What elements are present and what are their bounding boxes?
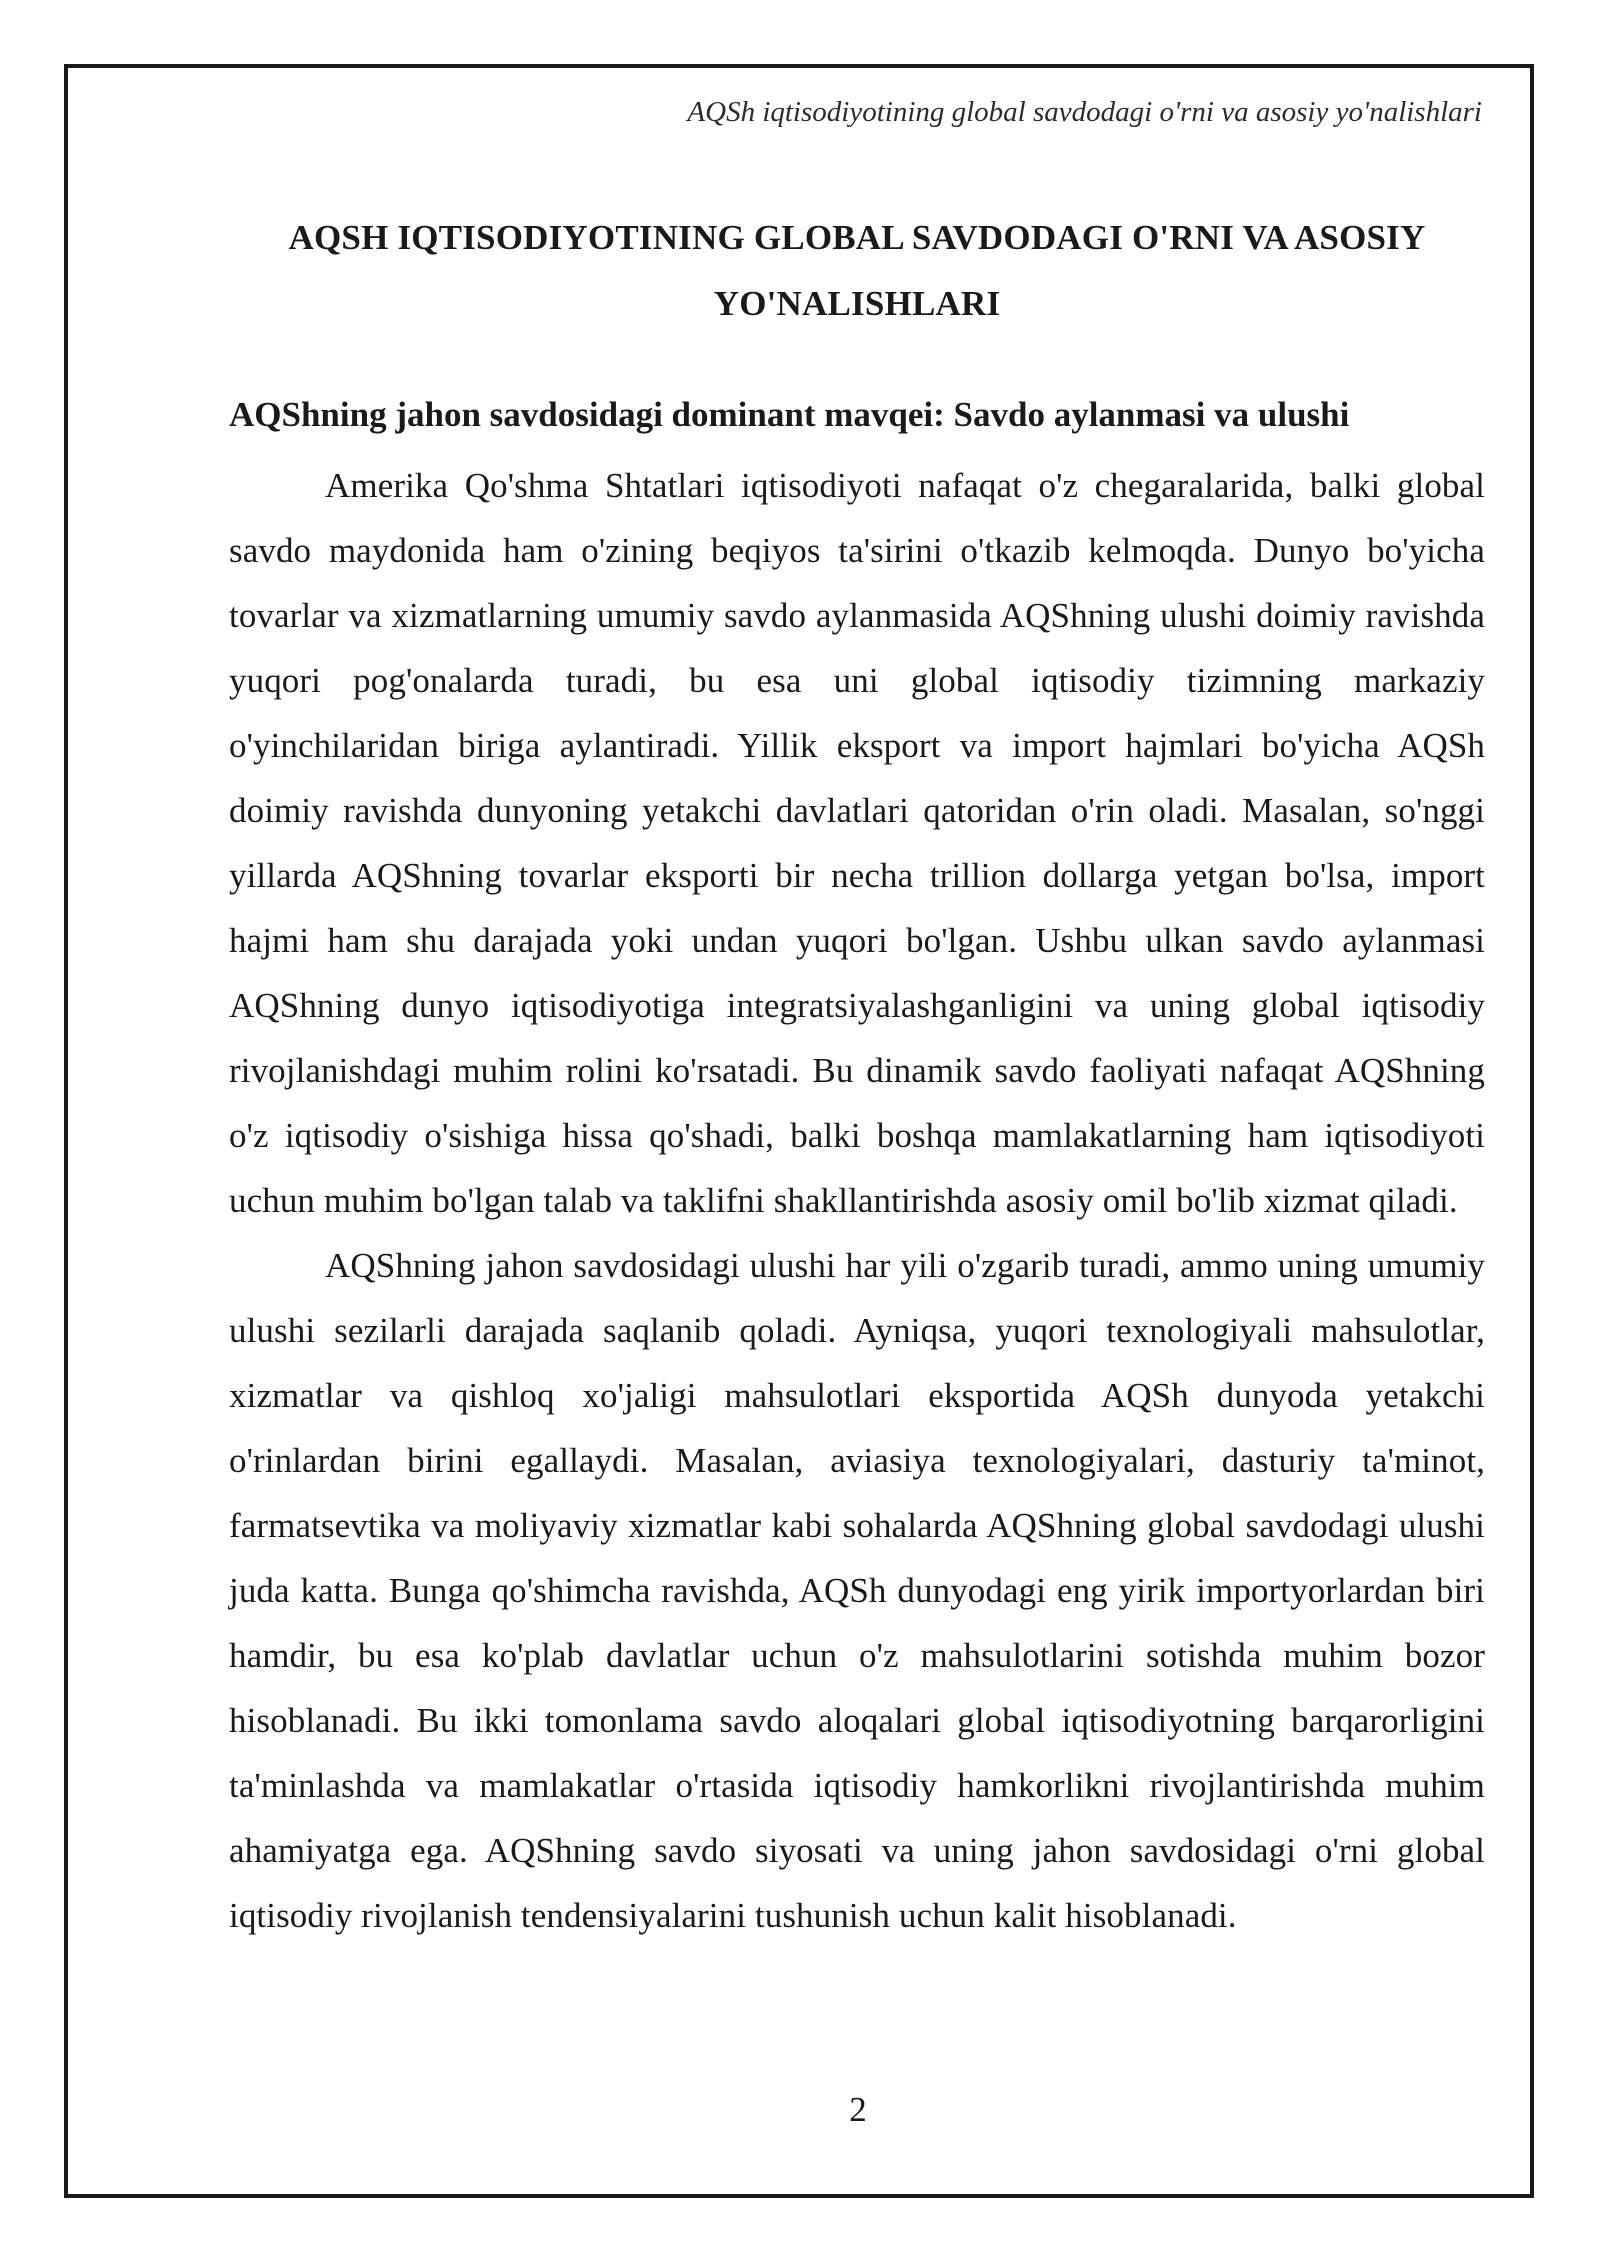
section-heading: AQShning jahon savdosidagi dominant mavqei: Savdo aylanmasi va ulushi [229,395,1350,434]
page-number: 2 [849,2090,867,2129]
document-body [229,205,1485,1948]
document-title: AQSH IQTISODIYOTINING GLOBAL SAVDODAGI O'RNI VA ASOSIY YO'NALISHLARI [288,218,1426,323]
paragraph: AQShning jahon savdosidagi ulushi har yili o'zgarib turadi, ammo uning umumiy ulushi sezilarli darajada saqlanib qoladi. Ayniqsa, yuqori texnologiyali mahsulotlar, xizmatlar va qishloq xo'jaligi mahsulotlari eksportida AQSh dunyoda yetakchi o'rinlardan birini egallaydi. Masalan, aviasiya texnologiyalari, dasturiy ta'minot, farmatsevtika va moliyaviy xizmatlar kabi sohalarda AQShning global savdodagi ulushi juda katta. Bunga qo'shimcha ravishda, AQSh dunyodagi eng yirik importyorlardan biri hamdir, bu esa ko'plab davlatlar uchun o'z mahsulotlarini sotishda muhim bozor hisoblanadi. Bu ikki tomonlama savdo aloqalari global iqtisodiyotning barqarorligini ta'minlashda va mamlakatlar o'rtasida iqtisodiy hamkorlikni rivojlantirishda muhim ahamiyatga ega. AQShning savdo siyosati va uning jahon savdosidagi o'rni global iqtisodiy rivojlanish tendensiyalarini tushunish uchun kalit hisoblanadi. [229,1246,1485,1935]
running-header: AQSh iqtisodiyotining global savdodagi o'rni va asosiy yo'nalishlari [687,96,1482,128]
paragraph: Amerika Qo'shma Shtatlari iqtisodiyoti nafaqat o'z chegaralarida, balki global savdo maydonida ham o'zining beqiyos ta'sirini o'tkazib kelmoqda. Dunyo bo'yicha tovarlar va xizmatlarning umumiy savdo aylanmasida AQShning ulushi doimiy ravishda yuqori pog'onalarda turadi, bu esa uni global iqtisodiy tizimning markaziy o'yinchilaridan biriga aylantiradi. Yillik eksport va import hajmlari bo'yicha AQSh doimiy ravishda dunyoning yetakchi davlatlari qatoridan o'rin oladi. Masalan, so'nggi yillarda AQShning tovarlar eksporti bir necha trillion dollarga yetgan bo'lsa, import hajmi ham shu darajada yoki undan yuqori bo'lgan. Ushbu ulkan savdo aylanmasi AQShning dunyo iqtisodiyotiga integratsiyalashganligini va uning global iqtisodiy rivojlanishdagi muhim rolini ko'rsatadi. Bu dinamik savdo faoliyati nafaqat AQShning o'z iqtisodiy o'sishiga hissa qo'shadi, balki boshqa mamlakatlarning ham iqtisodiyoti uchun muhim bo'lgan talab va taklifni shakllantirishda asosiy omil bo'lib xizmat qiladi. [229,466,1485,1220]
